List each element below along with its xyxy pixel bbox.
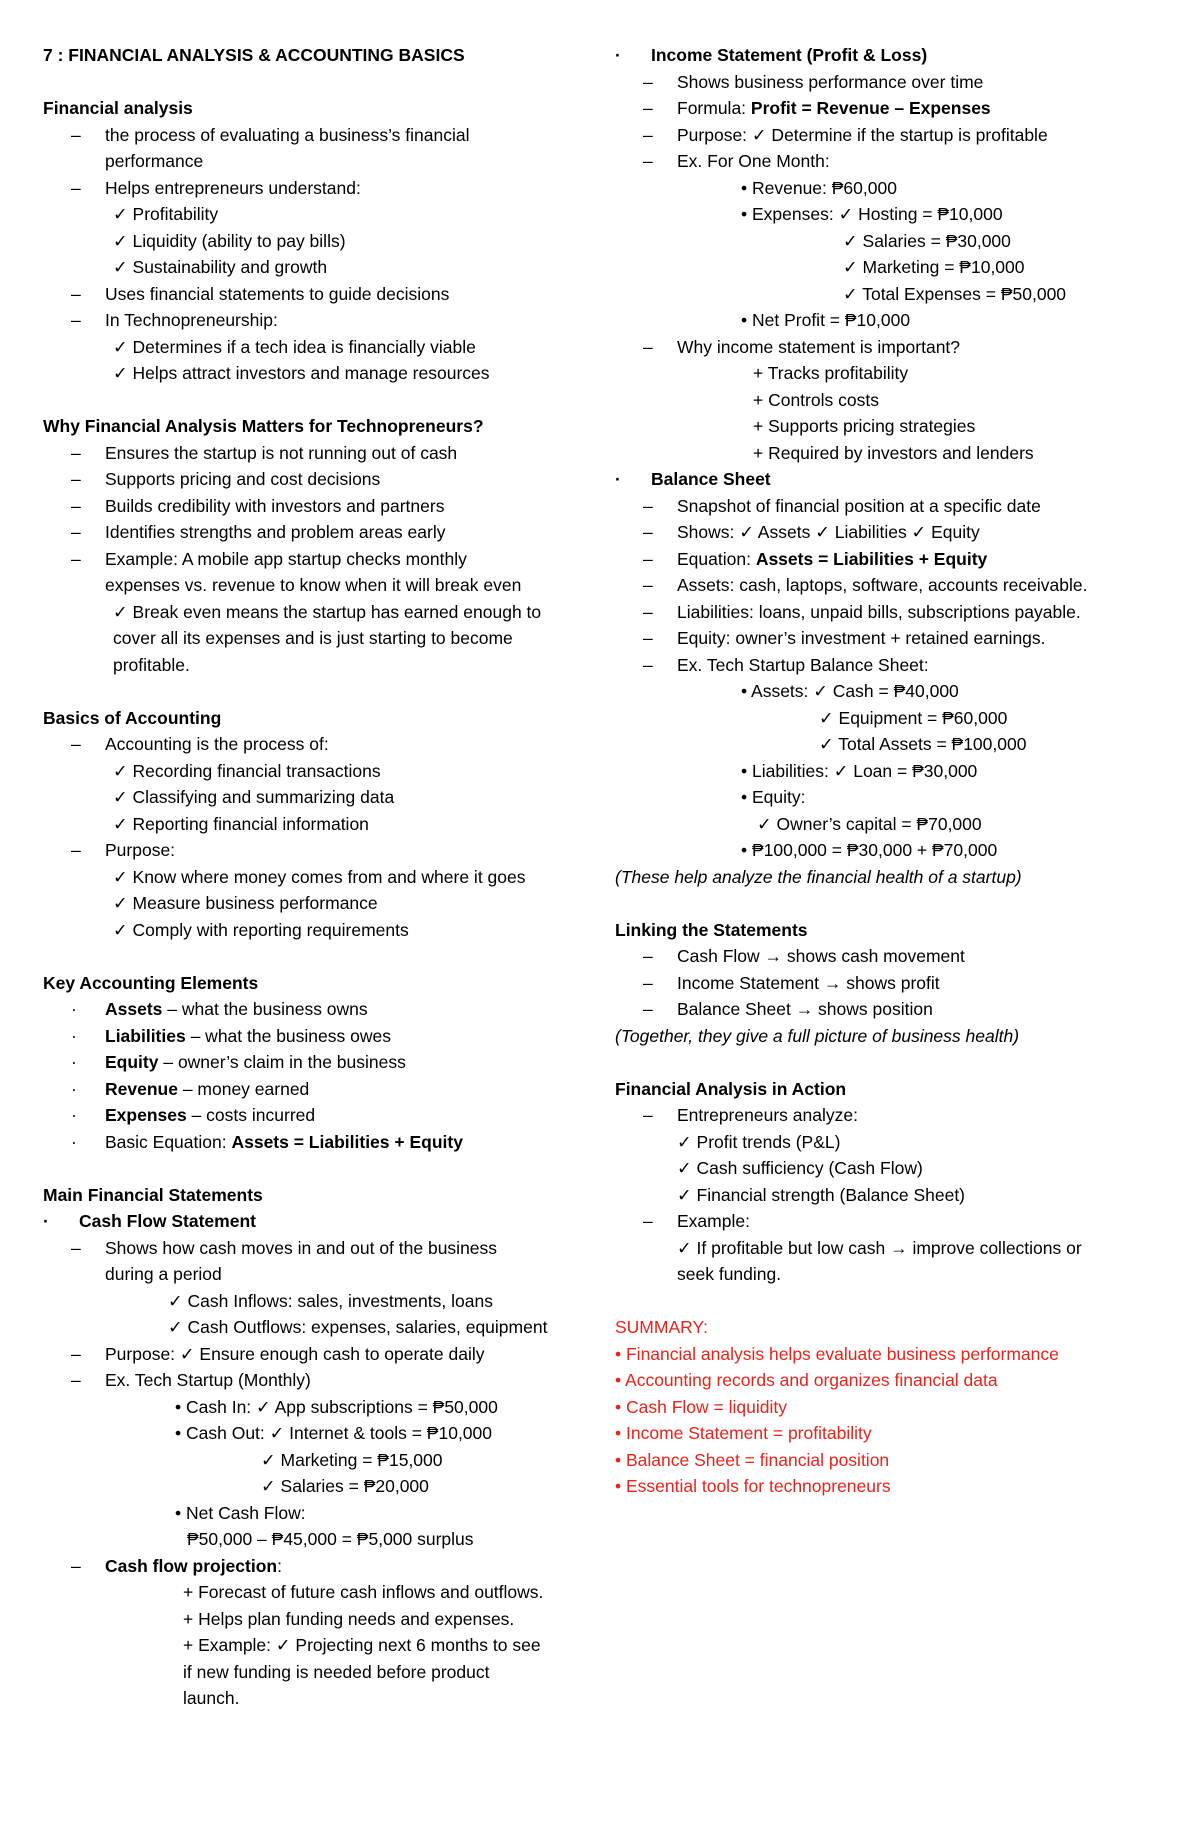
text-line: – Equity: owner’s investment + retained earnings.	[615, 625, 1175, 652]
text-line: – Uses financial statements to guide decisions	[43, 281, 603, 308]
text-line: seek funding.	[677, 1264, 782, 1284]
text-line: performance	[105, 151, 204, 171]
left-column	[43, 42, 603, 1712]
text-line: ✓ Break even means the startup has earned enough to	[113, 601, 542, 622]
text-span: – owner’s claim in the business	[158, 1052, 406, 1072]
section-heading: Key Accounting Elements	[43, 972, 259, 993]
text-line: • ₱100,000 = ₱30,000 + ₱70,000	[741, 840, 998, 860]
text-line: • Net Profit = ₱10,000	[741, 310, 911, 330]
text-line: + Required by investors and lenders	[753, 442, 1034, 463]
spacer	[615, 890, 1175, 917]
text-line: – Example: A mobile app startup checks monthly	[43, 546, 603, 573]
section-heading: · Income Statement (Profit & Loss)	[615, 42, 1175, 69]
bold-term: Assets = Liabilities + Equity	[755, 548, 988, 569]
text-line: • Income Statement = profitability	[615, 1423, 872, 1443]
text-line: ✓ Classifying and summarizing data	[113, 787, 395, 807]
text-line: • Cash Flow = liquidity	[615, 1396, 787, 1417]
text-line	[615, 95, 1175, 122]
text-line: ✓ Total Assets = ₱100,000	[819, 734, 1027, 754]
text-line: – Shows how cash moves in and out of the business	[43, 1235, 603, 1262]
text-line: – Purpose:	[43, 837, 603, 864]
text-line: ✓ Measure business performance	[113, 893, 378, 913]
right-column	[615, 42, 1175, 1500]
text-span: – costs incurred	[186, 1105, 316, 1125]
text-line: ✓ Liquidity (ability to pay bills)	[113, 230, 346, 251]
bold-term: Liabilities	[105, 1025, 186, 1046]
text-line	[43, 996, 603, 1023]
text-line: – Cash Flow → shows cash movement	[615, 943, 1175, 970]
text-line: + Helps plan funding needs and expenses.	[183, 1608, 515, 1629]
text-line: – Balance Sheet → shows position	[615, 996, 1175, 1023]
text-line	[43, 1049, 603, 1076]
text-line: • Balance Sheet = financial position	[615, 1449, 890, 1470]
bold-term: Assets	[105, 999, 163, 1019]
text-line: – Example:	[615, 1208, 1175, 1235]
text-line: – Shows business performance over time	[615, 69, 1175, 96]
text-line: ✓ Total Expenses = ₱50,000	[843, 283, 1067, 304]
text-line: cover all its expenses and is just starting to become	[113, 628, 513, 648]
text-line	[43, 1553, 603, 1580]
text-line: ✓ Know where money comes from and where it goes	[113, 866, 526, 887]
spacer	[615, 1288, 1175, 1315]
section-heading: Financial analysis	[43, 98, 193, 118]
text-line: ✓ Equipment = ₱60,000	[819, 707, 1008, 728]
bold-term: Revenue	[105, 1078, 178, 1099]
text-line: ✓ Profitability	[113, 204, 219, 224]
text-line: expenses vs. revenue to know when it will break even	[105, 575, 522, 595]
text-line: – Ex. Tech Startup (Monthly)	[43, 1367, 603, 1394]
text-line: – Purpose: ✓ Determine if the startup is profitable	[615, 122, 1175, 149]
spacer	[43, 69, 603, 96]
section-heading: Main Financial Statements	[43, 1184, 263, 1205]
text-line	[43, 1023, 603, 1050]
text-line: • Accounting records and organizes financial data	[615, 1370, 998, 1390]
section-heading: Financial Analysis in Action	[615, 1078, 847, 1099]
text-line: – Accounting is the process of:	[43, 731, 603, 758]
text-line: ✓ Cash sufficiency (Cash Flow)	[677, 1158, 923, 1178]
text-line: • Financial analysis helps evaluate business performance	[615, 1343, 1059, 1364]
text-line: – Snapshot of financial position at a specific date	[615, 493, 1175, 520]
text-span: – what the business owes	[185, 1025, 391, 1046]
text-line: • Essential tools for technopreneurs	[615, 1476, 891, 1496]
text-line: – Builds credibility with investors and partners	[43, 493, 603, 520]
text-line: ✓ Comply with reporting requirements	[113, 919, 409, 940]
text-line	[43, 1076, 603, 1103]
text-line: • Cash In: ✓ App subscriptions = ₱50,000	[175, 1396, 498, 1417]
text-line: ✓ Owner’s capital = ₱70,000	[757, 813, 982, 834]
text-line: – Entrepreneurs analyze:	[615, 1102, 1175, 1129]
text-line: ✓ Cash Inflows: sales, investments, loans	[168, 1290, 493, 1311]
text-line: ✓ Salaries = ₱30,000	[843, 230, 1011, 251]
text-line: launch.	[183, 1688, 240, 1708]
text-span: Basic Equation:	[105, 1131, 232, 1152]
text-line: • Liabilities: ✓ Loan = ₱30,000	[741, 760, 978, 781]
text-line: • Revenue: ₱60,000	[741, 177, 897, 198]
text-line: ✓ Reporting financial information	[113, 813, 369, 834]
text-line: • Net Cash Flow:	[175, 1502, 306, 1523]
text-line: + Tracks profitability	[753, 363, 909, 383]
text-line: – Income Statement → shows profit	[615, 970, 1175, 997]
section-heading: Linking the Statements	[615, 919, 808, 940]
text-line: ✓ Helps attract investors and manage resources	[113, 363, 490, 383]
text-line: – Identifies strengths and problem areas early	[43, 519, 603, 546]
text-line: – Shows: ✓ Assets ✓ Liabilities ✓ Equity	[615, 519, 1175, 546]
text-line: – Liabilities: loans, unpaid bills, subscriptions payable.	[615, 599, 1175, 626]
text-line	[43, 1129, 603, 1156]
text-line: • Expenses: ✓ Hosting = ₱10,000	[741, 204, 1003, 224]
text-line: – Ex. For One Month:	[615, 148, 1175, 175]
text-span: :	[277, 1555, 282, 1576]
text-line: – Supports pricing and cost decisions	[43, 466, 603, 493]
spacer	[615, 1049, 1175, 1076]
text-line: + Supports pricing strategies	[753, 416, 976, 436]
bold-term: Profit = Revenue – Expenses	[750, 98, 991, 118]
text-line: + Forecast of future cash inflows and outflows.	[183, 1582, 544, 1602]
text-line: – Purpose: ✓ Ensure enough cash to operate daily	[43, 1341, 603, 1368]
text-line: + Example: ✓ Projecting next 6 months to see	[183, 1635, 541, 1655]
text-line: (Together, they give a full picture of business health)	[615, 1025, 1020, 1046]
text-line: ₱50,000 – ₱45,000 = ₱5,000 surplus	[187, 1529, 474, 1549]
text-line: – Why income statement is important?	[615, 334, 1175, 361]
text-line: ✓ Cash Outflows: expenses, salaries, equipment	[168, 1317, 548, 1337]
spacer	[43, 1155, 603, 1182]
text-span: – money earned	[177, 1078, 310, 1099]
text-line: profitable.	[113, 654, 190, 675]
text-line: – Assets: cash, laptops, software, accounts receivable.	[615, 572, 1175, 599]
bold-term: Equity	[105, 1052, 159, 1072]
text-span: – what the business owns	[162, 999, 368, 1019]
text-line: ✓ Sustainability and growth	[113, 257, 328, 277]
text-line: – Ensures the startup is not running out of cash	[43, 440, 603, 467]
text-line: during a period	[105, 1264, 222, 1284]
section-heading: Why Financial Analysis Matters for Technopreneurs?	[43, 416, 484, 436]
text-span: Formula:	[677, 98, 751, 118]
text-line: SUMMARY:	[615, 1317, 709, 1337]
text-line: – Ex. Tech Startup Balance Sheet:	[615, 652, 1175, 679]
spacer	[43, 678, 603, 705]
text-line: • Assets: ✓ Cash = ₱40,000	[741, 681, 959, 701]
text-line: ✓ Determines if a tech idea is financially viable	[113, 336, 476, 357]
text-line: ✓ If profitable but low cash → improve collections or	[677, 1237, 1082, 1258]
text-line: ✓ Recording financial transactions	[113, 760, 381, 781]
section-heading: · Balance Sheet	[615, 466, 1175, 493]
text-line: – Helps entrepreneurs understand:	[43, 175, 603, 202]
text-line: (These help analyze the financial health of a startup)	[615, 866, 1022, 887]
text-line	[43, 1102, 603, 1129]
spacer	[43, 387, 603, 414]
text-span: Equation:	[677, 548, 756, 569]
section-heading: Basics of Accounting	[43, 707, 222, 728]
text-line: ✓ Salaries = ₱20,000	[261, 1476, 429, 1496]
section-heading: 7 : FINANCIAL ANALYSIS & ACCOUNTING BASICS	[43, 45, 465, 65]
bold-term: Assets = Liabilities + Equity	[231, 1131, 463, 1152]
text-line: ✓ Profit trends (P&L)	[677, 1131, 841, 1152]
text-line: ✓ Marketing = ₱10,000	[843, 257, 1025, 277]
text-line: – In Technopreneurship:	[43, 307, 603, 334]
text-line: ✓ Financial strength (Balance Sheet)	[677, 1184, 966, 1205]
text-line: – the process of evaluating a business’s financial	[43, 122, 603, 149]
text-line: • Equity:	[741, 787, 806, 807]
text-line: ✓ Marketing = ₱15,000	[261, 1449, 443, 1470]
bold-term: Expenses	[105, 1105, 187, 1125]
section-heading: · Cash Flow Statement	[43, 1208, 603, 1235]
bold-term: Cash flow projection	[105, 1555, 278, 1576]
spacer	[43, 943, 603, 970]
text-line	[615, 546, 1175, 573]
text-line: • Cash Out: ✓ Internet & tools = ₱10,000	[175, 1423, 493, 1443]
text-line: + Controls costs	[753, 389, 879, 410]
text-line: if new funding is needed before product	[183, 1661, 490, 1682]
